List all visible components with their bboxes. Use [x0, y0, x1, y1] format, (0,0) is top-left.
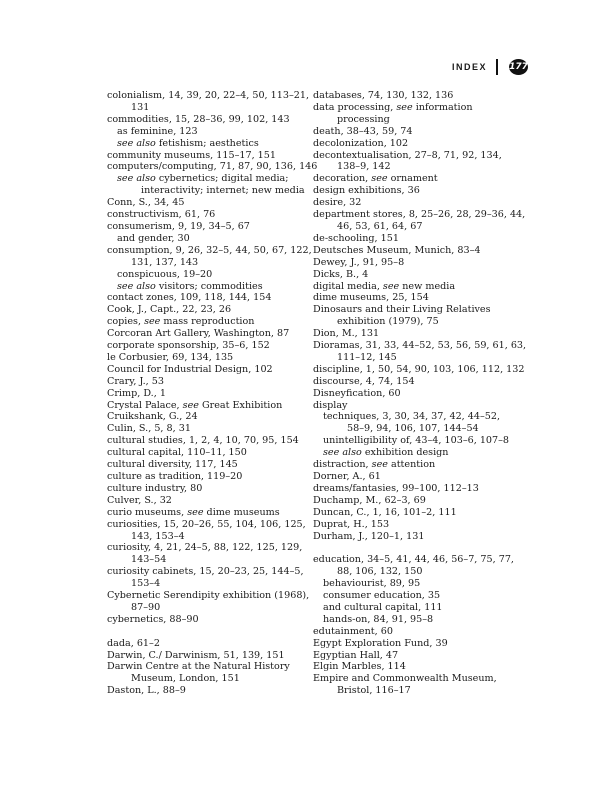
- entry-line: Crimp, D., 1: [107, 387, 166, 399]
- entry-line: Elgin Marbles, 114: [313, 661, 406, 673]
- index-subentry: [313, 602, 528, 614]
- index-subentry: [313, 614, 528, 626]
- entry-term: distraction,: [313, 459, 372, 471]
- entry-line: discipline, 1, 50, 54, 90, 103, 106, 112, 132: [313, 363, 525, 375]
- index-entry: [107, 685, 322, 697]
- entry-term: digital media,: [313, 280, 383, 292]
- entry-line: Empire and Commonwealth Museum,: [313, 673, 497, 685]
- entry-line: Egypt Exploration Fund, 39: [313, 637, 448, 649]
- letter-group-gap: [313, 542, 528, 554]
- entry-line: Daston, L., 88–9: [107, 685, 186, 697]
- entry-line: cultural studies, 1, 2, 4, 10, 70, 95, 154: [107, 435, 299, 447]
- entry-line: curiosities, 15, 20–26, 55, 104, 106, 125,: [107, 518, 306, 530]
- index-entry: [107, 495, 322, 507]
- index-entry: [107, 245, 322, 269]
- index-entry: [107, 114, 322, 126]
- entry-line: constructivism, 61, 76: [107, 209, 216, 221]
- index-entry: [107, 328, 322, 340]
- index-entry: [107, 542, 322, 566]
- entry-line: dime museums: [203, 506, 280, 518]
- index-entry: [313, 126, 528, 138]
- index-entry: [107, 590, 322, 614]
- index-entry: [313, 376, 528, 388]
- entry-line: exhibition (1979), 75: [337, 316, 439, 328]
- index-entry: [107, 352, 322, 364]
- index-entry: [107, 411, 322, 423]
- index-entry: [107, 316, 322, 328]
- entry-line: interactivity; internet; new media: [141, 185, 305, 197]
- entry-line: decontextualisation, 27–8, 71, 92, 134,: [313, 149, 502, 161]
- index-entry: [313, 269, 528, 281]
- entry-line: behaviourist, 89, 95: [323, 578, 421, 590]
- entry-term: Crystal Palace,: [107, 399, 183, 411]
- entry-line: Cybernetic Serendipity exhibition (1968),: [107, 590, 310, 602]
- index-entry: [107, 376, 322, 388]
- index-entry: [313, 173, 528, 185]
- entry-line: department stores, 8, 25–26, 28, 29–36, 44,: [313, 209, 526, 221]
- entry-line: Darwin Centre at the Natural History: [107, 661, 290, 673]
- entry-line: curiosity, 4, 21, 24–5, 88, 122, 125, 129,: [107, 542, 303, 554]
- entry-term: data processing,: [313, 101, 397, 113]
- index-entry: [107, 292, 322, 304]
- entry-line: Museum, London, 151: [131, 673, 240, 685]
- index-entry: [107, 566, 322, 590]
- entry-line: cybernetics, 88–90: [107, 613, 199, 625]
- entry-term: decoration,: [313, 173, 372, 185]
- entry-line: dime museums, 25, 154: [313, 292, 429, 304]
- entry-line: education, 34–5, 41, 44, 46, 56–7, 75, 77,: [313, 554, 514, 566]
- entry-line: computers/computing, 71, 87, 90, 136, 146: [107, 161, 318, 173]
- entry-line: Dioramas, 31, 33, 44–52, 53, 56, 59, 61, 63,: [313, 340, 527, 352]
- entry-line: 143–54: [131, 554, 167, 566]
- entry-line: Corcoran Art Gallery, Washington, 87: [107, 328, 290, 340]
- see-reference: see: [144, 316, 161, 328]
- index-entry: [313, 340, 528, 364]
- entry-line: 46, 53, 61, 64, 67: [337, 220, 423, 232]
- entry-line: attention: [387, 459, 436, 471]
- entry-line: de-schooling, 151: [313, 232, 399, 244]
- entry-line: desire, 32: [313, 197, 362, 209]
- index-entry: [313, 102, 528, 126]
- entry-line: community museums, 115–17, 151: [107, 149, 276, 161]
- entry-line: techniques, 3, 30, 34, 37, 42, 44–52,: [323, 411, 501, 423]
- index-entry: [313, 673, 528, 697]
- index-entry: [313, 661, 528, 673]
- index-column-left: [107, 90, 322, 697]
- index-subentry: [313, 411, 528, 435]
- entry-line: commodities, 15, 28–36, 99, 102, 143: [107, 113, 290, 125]
- entry-line: decolonization, 102: [313, 137, 409, 149]
- entry-line: 111–12, 145: [337, 351, 397, 363]
- entry-line: and cultural capital, 111: [323, 601, 443, 613]
- index-entry: [107, 150, 322, 162]
- index-entry: [313, 281, 528, 293]
- entry-line: cultural diversity, 117, 145: [107, 459, 238, 471]
- running-header: [452, 57, 528, 77]
- entry-line: 131, 137, 143: [131, 256, 199, 268]
- entry-line: death, 38–43, 59, 74: [313, 125, 413, 137]
- index-subentry: [313, 578, 528, 590]
- entry-line: Dorner, A., 61: [313, 471, 381, 482]
- entry-line: information: [412, 101, 473, 113]
- entry-line: ornament: [387, 173, 438, 185]
- entry-line: 58–9, 94, 106, 107, 144–54: [347, 423, 479, 435]
- entry-line: hands-on, 84, 91, 95–8: [323, 613, 434, 625]
- index-entry: [313, 245, 528, 257]
- entry-line: processing: [337, 113, 390, 125]
- entry-line: colonialism, 14, 39, 20, 22–4, 50, 113–21,: [107, 90, 310, 101]
- entry-line: Dicks, B., 4: [313, 268, 369, 280]
- see-reference: see: [396, 101, 413, 113]
- entry-line: Culver, S., 32: [107, 494, 172, 506]
- index-entry: [107, 638, 322, 650]
- entry-line: consumption, 9, 26, 32–5, 44, 50, 67, 122,: [107, 244, 312, 256]
- entry-line: unintelligibility of, 43–4, 103–6, 107–8: [323, 435, 510, 447]
- entry-line: display: [313, 399, 348, 411]
- index-subentry: [313, 435, 528, 447]
- index-entry: [107, 661, 322, 685]
- index-entry: [107, 364, 322, 376]
- entry-line: discourse, 4, 74, 154: [313, 375, 415, 387]
- header-divider: [496, 59, 498, 75]
- entry-line: Disneyfication, 60: [313, 387, 401, 399]
- index-subentry: [313, 447, 528, 459]
- entry-line: Culin, S., 5, 8, 31: [107, 423, 191, 435]
- index-entry: [313, 138, 528, 150]
- index-column-right: [313, 90, 528, 697]
- entry-line: 138–9, 142: [337, 161, 391, 173]
- index-subentry: [107, 126, 322, 138]
- index-entry: [313, 495, 528, 507]
- index-entry: [107, 400, 322, 412]
- index-entry: [313, 233, 528, 245]
- entry-line: Darwin, C./ Darwinism, 51, 139, 151: [107, 649, 285, 661]
- entry-line: cybernetics; digital media;: [155, 173, 289, 185]
- entry-line: Great Exhibition: [198, 399, 283, 411]
- index-entry: [313, 257, 528, 269]
- index-entry: [107, 221, 322, 233]
- entry-line: 88, 106, 132, 150: [337, 566, 423, 578]
- index-entry: [313, 292, 528, 304]
- index-entry: [107, 388, 322, 400]
- entry-line: contact zones, 109, 118, 144, 154: [107, 292, 272, 304]
- index-entry: [107, 614, 322, 626]
- index-entry: [313, 531, 528, 543]
- index-entry: [107, 435, 322, 447]
- index-entry: [107, 507, 322, 519]
- entry-line: as feminine, 123: [117, 125, 198, 137]
- index-subentry: [107, 233, 322, 245]
- see-reference: see: [371, 459, 388, 471]
- letter-group-gap: [107, 626, 322, 638]
- index-subentry: [313, 590, 528, 602]
- entry-line: fetishism; aesthetics: [155, 137, 259, 149]
- see-reference: see also: [117, 173, 156, 185]
- index-entry: [313, 626, 528, 638]
- index-entry: [313, 185, 528, 197]
- index-entry: [107, 423, 322, 435]
- index-entry: [313, 388, 528, 400]
- entry-line: Duncan, C., 1, 16, 101–2, 111: [313, 506, 457, 518]
- entry-line: mass reproduction: [160, 316, 255, 328]
- entry-line: and gender, 30: [117, 232, 190, 244]
- see-reference: see: [187, 506, 204, 518]
- index-entry: [313, 471, 528, 483]
- index-entry: [313, 650, 528, 662]
- entry-term: curio museums,: [107, 506, 188, 518]
- entry-line: consumerism, 9, 19, 34–5, 67: [107, 220, 250, 232]
- see-reference: see also: [117, 137, 156, 149]
- entry-line: Council for Industrial Design, 102: [107, 363, 273, 375]
- entry-line: curiosity cabinets, 15, 20–23, 25, 144–5,: [107, 566, 304, 578]
- index-subentry: [107, 269, 322, 281]
- index-entry: [313, 197, 528, 209]
- index-entry: [107, 650, 322, 662]
- header-label: INDEX: [451, 62, 487, 72]
- index-entry: [107, 90, 322, 114]
- index-entry: [107, 471, 322, 483]
- entry-line: consumer education, 35: [323, 590, 441, 602]
- index-subentry: [107, 138, 322, 150]
- entry-line: cultural capital, 110–11, 150: [107, 447, 247, 459]
- index-entry: [107, 161, 322, 173]
- entry-line: Durham, J., 120–1, 131: [313, 530, 425, 542]
- index-entry: [313, 400, 528, 412]
- entry-line: dreams/fantasies, 99–100, 112–13: [313, 482, 479, 494]
- see-reference: see: [382, 280, 400, 292]
- see-reference: see: [182, 399, 199, 411]
- entry-line: design exhibitions, 36: [313, 185, 420, 197]
- entry-line: databases, 74, 130, 132, 136: [313, 90, 454, 101]
- index-entry: [107, 483, 322, 495]
- entry-line: corporate sponsorship, 35–6, 152: [107, 340, 270, 352]
- entry-line: 87–90: [131, 601, 161, 613]
- entry-line: Dinosaurs and their Living Relatives: [313, 304, 491, 316]
- entry-line: Duchamp, M., 62–3, 69: [313, 494, 426, 506]
- index-entry: [313, 459, 528, 471]
- index-entry: [313, 364, 528, 376]
- index-entry: [107, 197, 322, 209]
- entry-line: Duprat, H., 153: [313, 518, 390, 530]
- index-entry: [107, 459, 322, 471]
- entry-line: Dion, M., 131: [313, 328, 380, 340]
- entry-line: Deutsches Museum, Munich, 83–4: [313, 244, 481, 256]
- see-reference: see also: [323, 447, 362, 459]
- index-entry: [313, 483, 528, 495]
- see-reference: see: [371, 173, 388, 185]
- index-entry: [313, 519, 528, 531]
- entry-line: culture as tradition, 119–20: [107, 471, 243, 482]
- index-entry: [107, 304, 322, 316]
- index-entry: [313, 638, 528, 650]
- index-entry: [107, 519, 322, 543]
- entry-line: Conn, S., 34, 45: [107, 197, 185, 209]
- index-entry: [107, 447, 322, 459]
- entry-line: edutainment, 60: [313, 625, 393, 637]
- index-entry: [313, 150, 528, 174]
- see-reference: see also: [117, 280, 156, 292]
- entry-line: culture industry, 80: [107, 482, 203, 494]
- entry-line: Cook, J., Capt., 22, 23, 26: [107, 304, 232, 316]
- entry-line: 131: [131, 101, 150, 113]
- index-entry: [313, 209, 528, 233]
- index-subentry: [107, 173, 322, 197]
- entry-line: Crary, J., 53: [107, 375, 164, 387]
- entry-line: conspicuous, 19–20: [117, 268, 213, 280]
- entry-line: le Corbusier, 69, 134, 135: [107, 351, 234, 363]
- entry-line: Egyptian Hall, 47: [313, 649, 399, 661]
- page-number: 177: [509, 59, 528, 75]
- entry-line: Bristol, 116–17: [337, 685, 411, 697]
- index-entry: [313, 90, 528, 102]
- index-entry: [313, 328, 528, 340]
- entry-line: exhibition design: [361, 447, 449, 459]
- index-entry: [313, 554, 528, 578]
- entry-line: 153–4: [131, 578, 161, 590]
- entry-line: new media: [399, 280, 456, 292]
- entry-line: dada, 61–2: [107, 637, 160, 649]
- index-entry: [107, 209, 322, 221]
- entry-line: Cruikshank, G., 24: [107, 411, 198, 423]
- index-entry: [313, 304, 528, 328]
- entry-line: Dewey, J., 91, 95–8: [313, 256, 405, 268]
- index-entry: [107, 340, 322, 352]
- index-entry: [313, 507, 528, 519]
- index-subentry: [107, 281, 322, 293]
- entry-line: visitors; commodities: [155, 280, 263, 292]
- entry-term: copies,: [107, 316, 145, 328]
- entry-line: 143, 153–4: [131, 530, 185, 542]
